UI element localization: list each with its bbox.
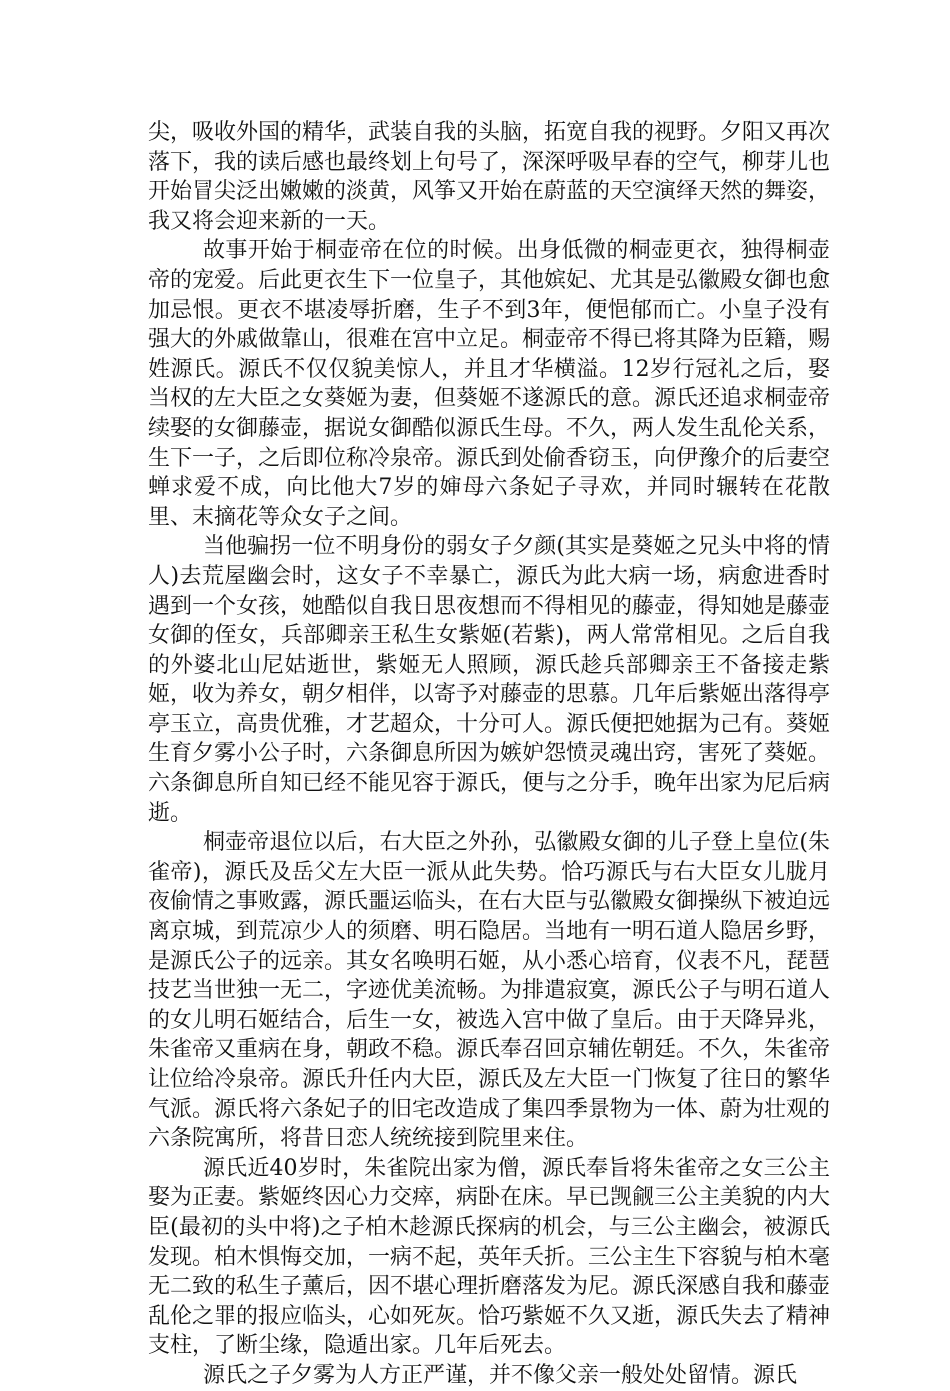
- paragraph: 当他骗拐一位不明身份的弱女子夕颜(其实是葵姬之兄头中将的情人)去荒屋幽会时，这女子不幸暴亡，源氏为此大病一场，病愈进香时遇到一个女孩，她酷似自我日思夜想而不得相见的藤壶，得知她是藤壶女御的侄女，兵部卿亲王私生女紫姬(若紫)，两人常常相见。之后自我的外婆北山尼姑逝世，紫姬无人照顾，源氏趁兵部卿亲王不备接走紫姬，收为养女，朝夕相伴，以寄予对藤壶的思慕。几年后紫姬出落得亭亭玉立，高贵优雅，才艺超众，十分可人。源氏便把她据为己有。葵姬生育夕雾小公子时，六条御息所因为嫉妒怨愤灵魂出窍，害死了葵姬。六条御息所自知已经不能见容于源氏，便与之分手，晚年出家为尼后病逝。: [148, 534, 831, 826]
- paragraph: 桐壶帝退位以后，右大臣之外孙，弘徽殿女御的儿子登上皇位(朱雀帝)，源氏及岳父左大臣一派从此失势。恰巧源氏与右大臣女儿胧月夜偷情之事败露，源氏噩运临头，在右大臣与弘徽殿女御操纵下被迫远离京城，到荒凉少人的须磨、明石隐居。当地有一明石道人隐居乡野，是源氏公子的远亲。其女名唤明石姬，从小悉心培育，仪表不凡，琵琶技艺当世独一无二，字迹优美流畅。为排遣寂寞，源氏公子与明石道人的女儿明石姬结合，后生一女，被选入宫中做了皇后。由于天降异兆，朱雀帝又重病在身，朝政不稳。源氏奉召回京辅佐朝廷。不久，朱雀帝让位给冷泉帝。源氏升任内大臣，源氏及左大臣一门恢复了往日的繁华气派。源氏将六条妃子的旧宅改造成了集四季景物为一体、蔚为壮观的六条院寓所，将昔日恋人统统接到院里来住。: [148, 830, 831, 1152]
- paragraph: 故事开始于桐壶帝在位的时候。出身低微的桐壶更衣，独得桐壶帝的宠爱。后此更衣生下一位皇子，其他嫔妃、尤其是弘徽殿女御也愈加忌恨。更衣不堪凌辱折磨，生子不到3年，便悒郁而亡。小皇子没有强大的外戚做靠山，很难在宫中立足。桐壶帝不得已将其降为臣籍，赐姓源氏。源氏不仅仅貌美惊人，并且才华横溢。12岁行冠礼之后，娶当权的左大臣之女葵姬为妻，但葵姬不遂源氏的意。源氏还追求桐壶帝续娶的女御藤壶，据说女御酷似源氏生母。不久，两人发生乱伦关系，生下一子，之后即位称冷泉帝。源氏到处偷香窃玉，向伊豫介的后妻空蝉求爱不成，向比他大7岁的婶母六条妃子寻欢，并同时辗转在花散里、末摘花等众女子之间。: [148, 238, 831, 530]
- paragraph: 源氏近40岁时，朱雀院出家为僧，源氏奉旨将朱雀帝之女三公主娶为正妻。紫姬终因心力交瘁，病卧在床。早已觊觎三公主美貌的内大臣(最初的头中将)之子柏木趁源氏探病的机会，与三公主幽会，被源氏发现。柏木惧悔交加，一病不起，英年夭折。三公主生下容貌与柏木毫无二致的私生子薰后，因不堪心理折磨落发为尼。源氏深感自我和藤壶乱伦之罪的报应临头，心如死灰。恰巧紫姬不久又逝，源氏失去了精神支柱，了断尘缘，隐遁出家。几年后死去。: [148, 1155, 831, 1359]
- body-text: [148, 118, 830, 1391]
- paragraph: 源氏之子夕雾为人方正严谨，并不像父亲一般处处留情。源氏: [203, 1362, 798, 1388]
- paragraph-continuation: 尖，吸收外国的精华，武装自我的头脑，拓宽自我的视野。夕阳又再次落下，我的读后感也最终划上句号了，深深呼吸早春的空气，柳芽儿也开始冒尖泛出嫩嫩的淡黄，风筝又开始在蔚蓝的天空演绎天然的舞姿，我又将会迎来新的一天。: [148, 120, 831, 234]
